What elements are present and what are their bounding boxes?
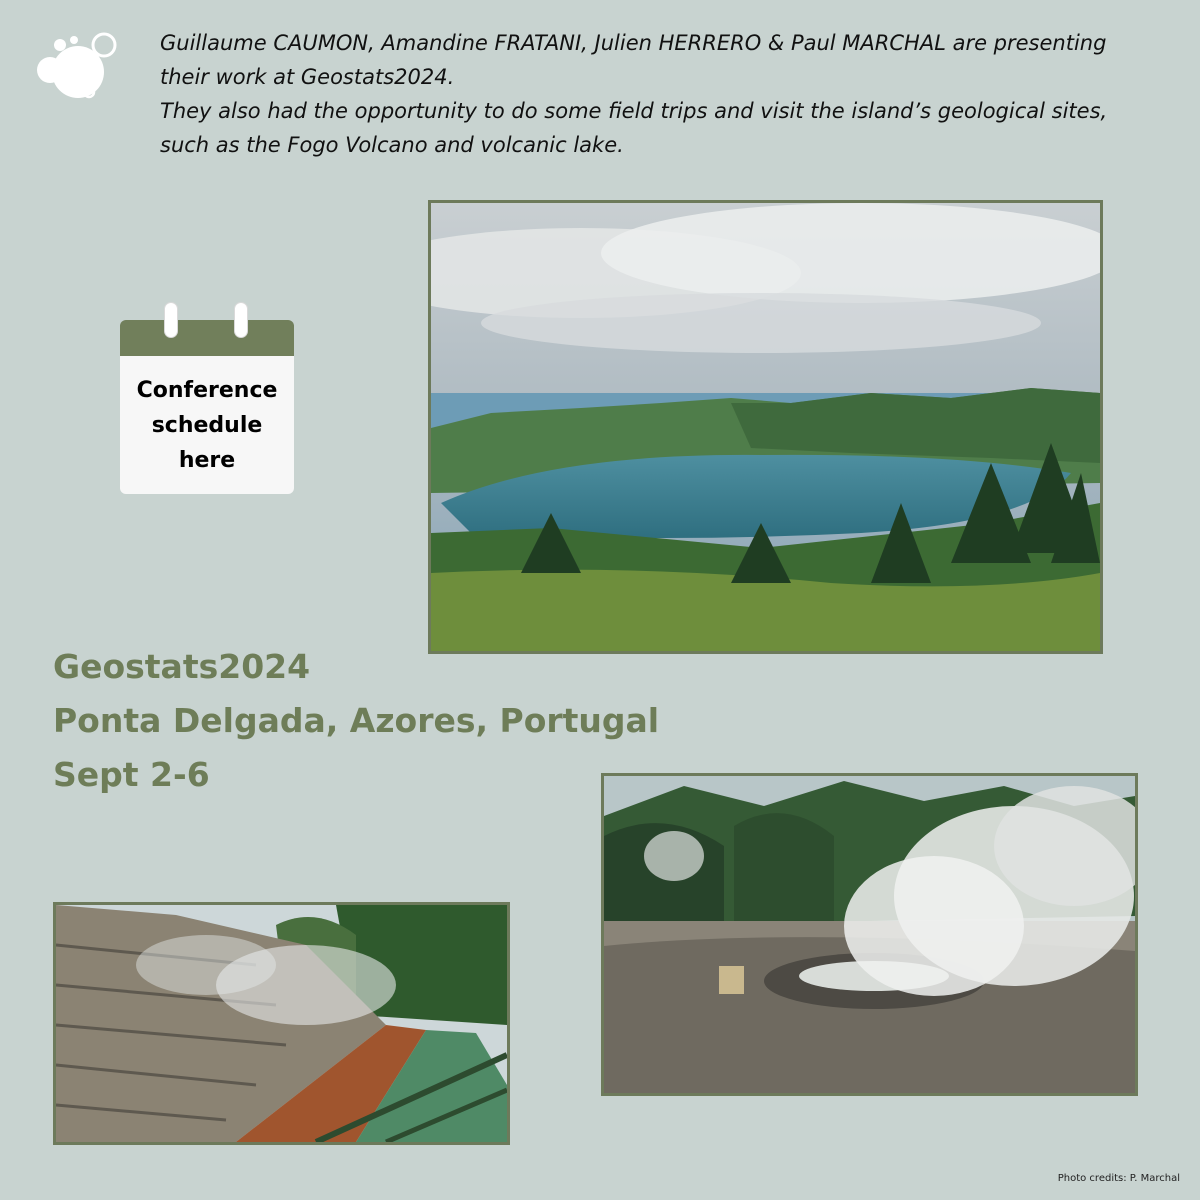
photo-credits: Photo credits: P. Marchal (1057, 1173, 1180, 1184)
intro-line: They also had the opportunity to do some field trips and visit the island’s geological sites, (160, 99, 1108, 123)
photo-fumarole (601, 773, 1138, 1096)
calendar-ring (164, 302, 178, 338)
photo-volcanic-lake (428, 200, 1103, 654)
calendar-icon (120, 320, 294, 356)
conference-schedule-link[interactable] (120, 302, 294, 494)
calendar-ring (234, 302, 248, 338)
intro-line: Guillaume CAUMON, Amandine FRATANI, Julien HERRERO & Paul MARCHAL are presenting (160, 31, 1107, 55)
intro-line: their work at Geostats2024. (160, 65, 455, 89)
event-info (53, 640, 659, 802)
photo-steaming-canal (53, 902, 510, 1145)
bubbles-logo-icon (30, 30, 120, 105)
event-location: Ponta Delgada, Azores, Portugal (53, 701, 660, 740)
intro-text (160, 26, 1170, 162)
calendar-body (120, 356, 294, 494)
intro-line: such as the Fogo Volcano and volcanic lake. (160, 133, 624, 157)
conference-schedule-label: Conference schedule here (136, 377, 278, 473)
event-name: Geostats2024 (53, 647, 311, 686)
event-dates: Sept 2-6 (53, 755, 210, 794)
